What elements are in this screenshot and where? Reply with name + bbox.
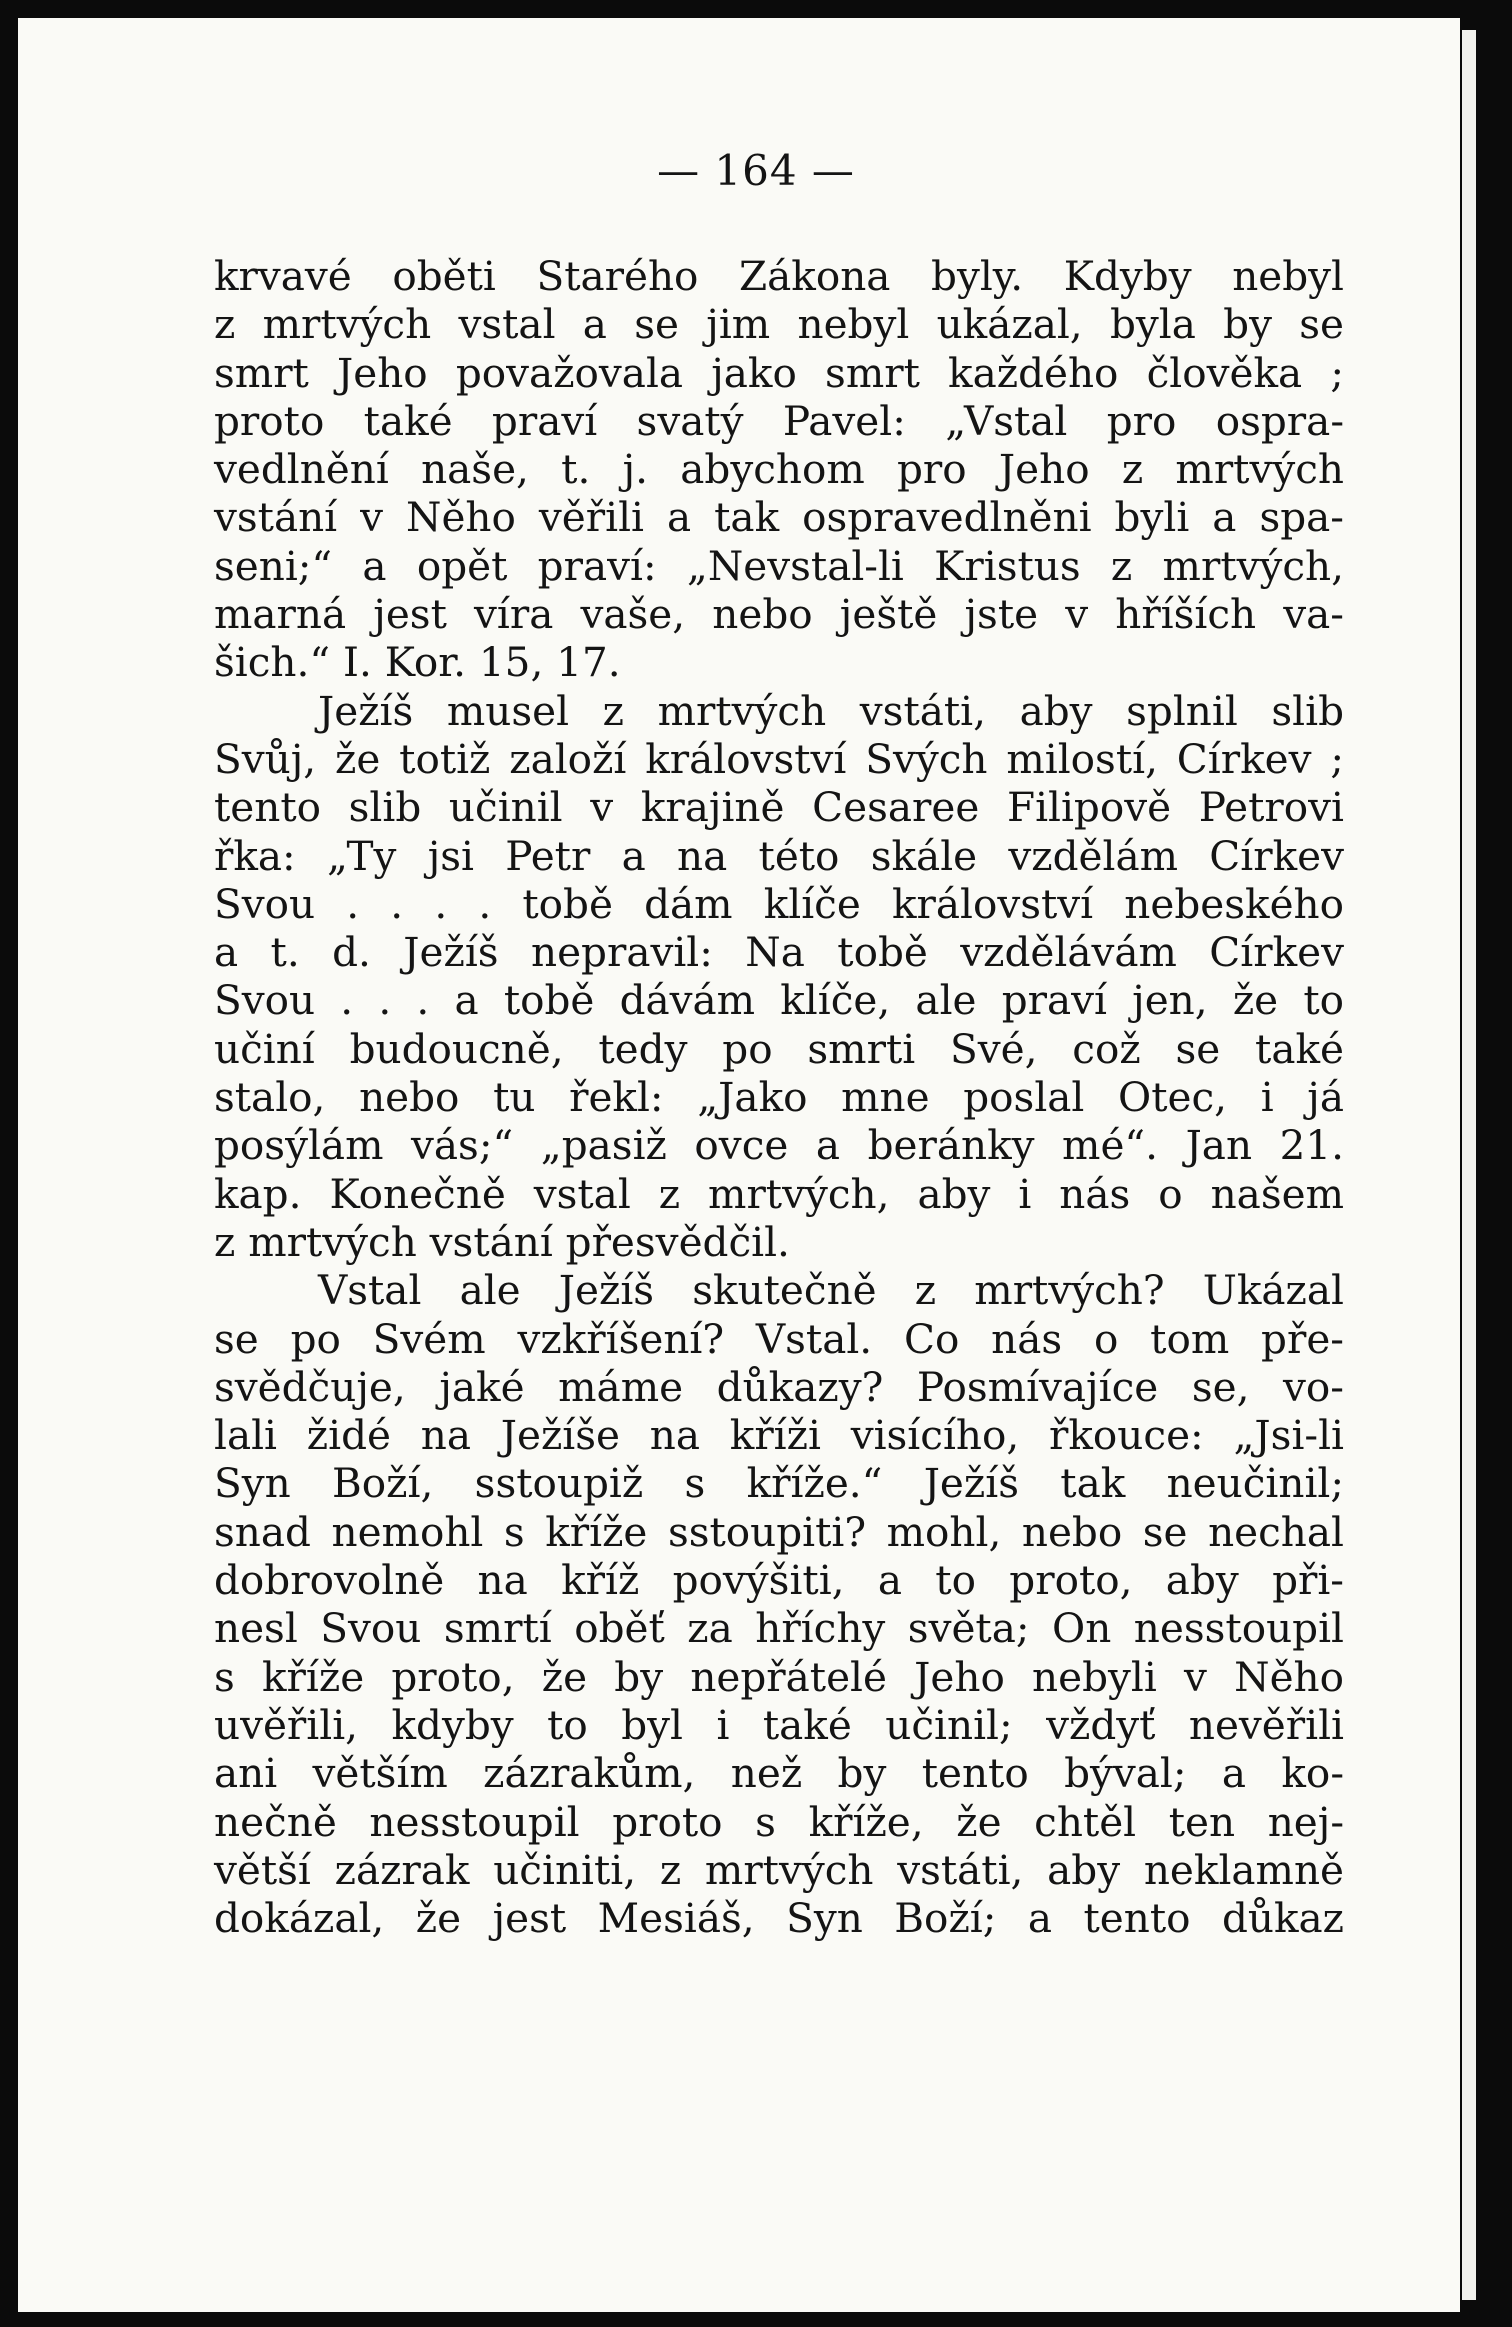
- text-line: Ježíš musel z mrtvých vstáti, aby splnil slib: [318, 686, 1344, 735]
- text-line: krvavé oběti Starého Zákona byly. Kdyby nebyl: [214, 252, 1344, 300]
- text-line: vstání v Něho věřili a tak ospravedlněni byli a spa-: [214, 493, 1344, 542]
- text-line: a t. d. Ježíš nepravil: Na tobě vzdělávám Církev: [214, 928, 1344, 977]
- text-line: kap. Konečně vstal z mrtvých, aby i nás o našem: [214, 1169, 1344, 1218]
- text-line: snad nemohl s kříže sstoupiti? mohl, nebo se nechal: [214, 1507, 1344, 1556]
- text-line: Svou . . . . tobě dám klíče království nebeského: [214, 879, 1344, 928]
- text-line: marná jest víra vaše, nebo ještě jste v hříších va-: [214, 590, 1344, 639]
- text-line: lali židé na Ježíše na kříži visícího, řkouce: „Jsi-li: [214, 1411, 1344, 1460]
- text-line: smrt Jeho považovala jako smrt každého člověka ;: [214, 348, 1344, 397]
- text-line: dobrovolně na kříž povýšiti, a to proto, aby při-: [214, 1556, 1344, 1605]
- page-number: — 164 —: [657, 146, 855, 195]
- text-line: učiní budoucně, tedy po smrti Své, což se také: [214, 1024, 1344, 1073]
- text-line: šich.“ I. Kor. 15, 17.: [214, 638, 621, 687]
- text-line: nesl Svou smrtí oběť za hříchy světa; On nesstoupil: [214, 1604, 1344, 1653]
- text-line: nečně nesstoupil proto s kříže, že chtěl ten nej-: [214, 1797, 1344, 1846]
- text-line: se po Svém vzkříšení? Vstal. Co nás o tom pře-: [214, 1314, 1344, 1363]
- text-line: seni;“ a opět praví: „Nevstal-li Kristus z mrtvých,: [214, 541, 1344, 590]
- text-line: stalo, nebo tu řekl: „Jako mne poslal Otec, i já: [214, 1073, 1344, 1122]
- text-line: uvěřili, kdyby to byl i také učinil; vždyť nevěřili: [214, 1700, 1344, 1749]
- text-line: proto také praví svatý Pavel: „Vstal pro ospra-: [214, 396, 1344, 445]
- text-line: Syn Boží, sstoupiž s kříže.“ Ježíš tak neučinil;: [214, 1459, 1344, 1508]
- text-line: svědčuje, jaké máme důkazy? Posmívajíce se, vo-: [214, 1362, 1344, 1411]
- text-line: s kříže proto, že by nepřátelé Jeho nebyli v Něho: [214, 1652, 1344, 1701]
- text-line: posýlám vás;“ „pasiž ovce a beránky mé“. Jan 21.: [214, 1121, 1344, 1170]
- text-line: dokázal, že jest Mesiáš, Syn Boží; a tento důkaz: [214, 1894, 1344, 1943]
- text-line: vedlnění naše, t. j. abychom pro Jeho z mrtvých: [214, 445, 1344, 494]
- body-text: [214, 252, 1344, 1942]
- text-line: řka: „Ty jsi Petr a na této skále vzdělám Církev: [214, 831, 1344, 880]
- text-line: ani větším zázrakům, než by tento býval; a ko-: [214, 1749, 1344, 1798]
- text-line: větší zázrak učiniti, z mrtvých vstáti, aby neklamně: [214, 1845, 1344, 1894]
- text-line: z mrtvých vstal a se jim nebyl ukázal, byla by se: [214, 300, 1344, 349]
- text-line: Svou . . . a tobě dávám klíče, ale praví jen, že to: [214, 976, 1344, 1025]
- text-line: Svůj, že totiž založí království Svých milostí, Církev ;: [214, 734, 1344, 783]
- text-line: tento slib učinil v krajině Cesaree Filipově Petrovi: [214, 783, 1344, 832]
- text-line: z mrtvých vstání přesvědčil.: [214, 1217, 790, 1266]
- text-line: Vstal ale Ježíš skutečně z mrtvých? Ukázal: [318, 1266, 1344, 1315]
- page-edge: [1462, 30, 1476, 2300]
